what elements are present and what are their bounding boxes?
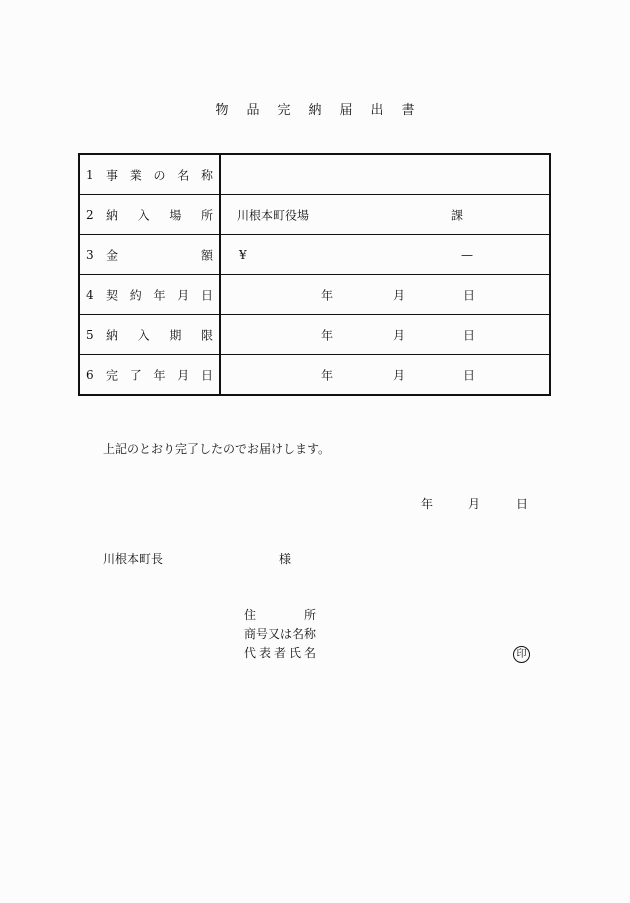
year-label: 年 — [321, 288, 334, 302]
row-label — [79, 275, 220, 315]
table-row — [79, 154, 550, 195]
table-row — [79, 235, 550, 275]
label-text: 契 約 年 月 日 — [106, 288, 213, 302]
date-month: 月 — [468, 497, 481, 511]
amount-field[interactable] — [220, 235, 550, 275]
label-text: 金 額 — [106, 248, 213, 262]
row-number: 3 — [86, 247, 94, 262]
row-number: 6 — [86, 367, 94, 382]
date-day: 日 — [516, 497, 529, 511]
table-row — [79, 195, 550, 235]
month-label: 月 — [393, 288, 406, 302]
document-title: 物品完納届出書 — [215, 103, 433, 118]
delivery-place-value: 川根本町役場 — [237, 208, 310, 222]
representative-label: 代 表 者 氏 名 — [244, 646, 316, 660]
row-label — [79, 195, 220, 235]
row-label — [79, 154, 220, 195]
completion-date-field[interactable] — [220, 355, 550, 396]
day-label: 日 — [463, 368, 476, 382]
year-label: 年 — [321, 368, 334, 382]
statement-text: 上記のとおり完了したのでお届けします。 — [103, 442, 331, 456]
row-number: 4 — [86, 287, 94, 302]
delivery-deadline-field[interactable] — [220, 315, 550, 355]
seal-icon: 印 — [513, 646, 530, 663]
date-year: 年 — [421, 497, 434, 511]
row-label — [79, 315, 220, 355]
row-number: 5 — [86, 327, 94, 342]
department-suffix: 課 — [451, 208, 464, 222]
label-text: 完 了 年 月 日 — [106, 368, 213, 382]
addressee-name: 川根本町長 — [103, 552, 164, 566]
label-text: 納 入 期 限 — [106, 328, 213, 342]
form-table — [78, 153, 551, 396]
row-label — [79, 235, 220, 275]
label-text: 事 業 の 名 称 — [106, 168, 213, 182]
row-number: 2 — [86, 207, 94, 222]
amount-dash: — — [461, 247, 473, 262]
address-label: 住 所 — [244, 608, 316, 622]
delivery-place-field[interactable] — [220, 195, 550, 235]
year-label: 年 — [321, 328, 334, 342]
contract-date-field[interactable] — [220, 275, 550, 315]
month-label: 月 — [393, 368, 406, 382]
table-row — [79, 355, 550, 396]
label-text: 納 入 場 所 — [106, 208, 213, 222]
seal-mark — [513, 642, 530, 663]
table-row — [79, 275, 550, 315]
day-label: 日 — [463, 328, 476, 342]
row-label — [79, 355, 220, 396]
addressee-honorific: 様 — [279, 552, 292, 566]
company-name-label: 商号又は名称 — [244, 627, 317, 641]
day-label: 日 — [463, 288, 476, 302]
table-row — [79, 315, 550, 355]
row-number: 1 — [86, 167, 94, 182]
yen-symbol: ¥ — [239, 247, 247, 262]
business-name-field[interactable] — [220, 154, 550, 195]
month-label: 月 — [393, 328, 406, 342]
